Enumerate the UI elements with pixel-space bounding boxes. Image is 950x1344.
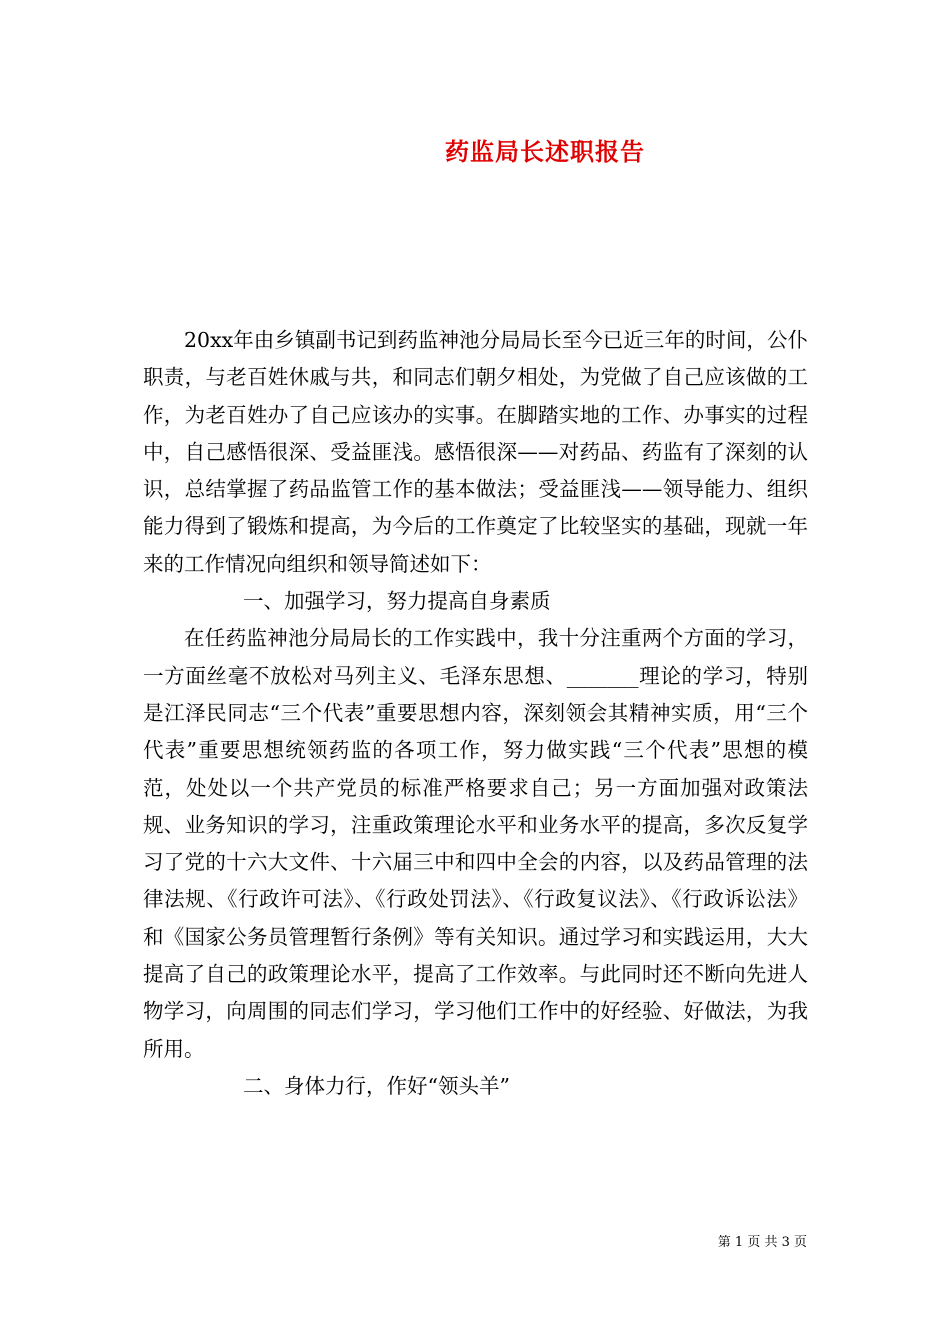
- document-body: [143, 322, 808, 1105]
- page-number: 第 1 页 共 3 页: [717, 1235, 807, 1250]
- section-1-paragraph: 在任药监神池分局局长的工作实践中，我十分注重两个方面的学习，一方面丝毫不放松对马列主义、毛泽东思想、_______理论的学习，特别是江泽民同志“三个代表”重要思想内容，深刻领会其精神实质，用“三个代表”重要思想统领药监的各项工作，努力做实践“三个代表”思想的模范，处处以一个共产党员的标准严格要求自己；另一方面加强对政策法规、业务知识的学习，注重政策理论水平和业务水平的提高，多次反复学习了党的十六大文件、十六届三中和四中全会的内容，以及药品管理的法律法规、《行政许可法》、《行政处罚法》、《行政复议法》、《行政诉讼法》和《国家公务员管理暂行条例》等有关知识。通过学习和实践运用，大大提高了自己的政策理论水平，提高了工作效率。与此同时还不断向先进人物学习，向周围的同志们学习，学习他们工作中的好经验、好做法，为我所用。: [143, 626, 808, 1061]
- section-heading-2: 二、身体力行，作好“领头羊”: [243, 1073, 510, 1098]
- intro-paragraph: 20xx年由乡镇副书记到药监神池分局局长至今已近三年的时间，公仆职责，与老百姓休戚与共，和同志们朝夕相处，为党做了自己应该做的工作，为老百姓办了自己应该办的实事。在脚踏实地的工作、办事实的过程中，自己感悟很深、受益匪浅。感悟很深——对药品、药监有了深刻的认识，总结掌握了药品监管工作的基本做法；受益匪浅——领导能力、组织能力得到了锻炼和提高，为今后的工作奠定了比较坚实的基础，现就一年来的工作情况向组织和领导简述如下：: [143, 328, 808, 576]
- section-heading-1: 一、加强学习，努力提高自身素质: [243, 589, 551, 614]
- page-title: 药监局长述职报告: [445, 137, 645, 166]
